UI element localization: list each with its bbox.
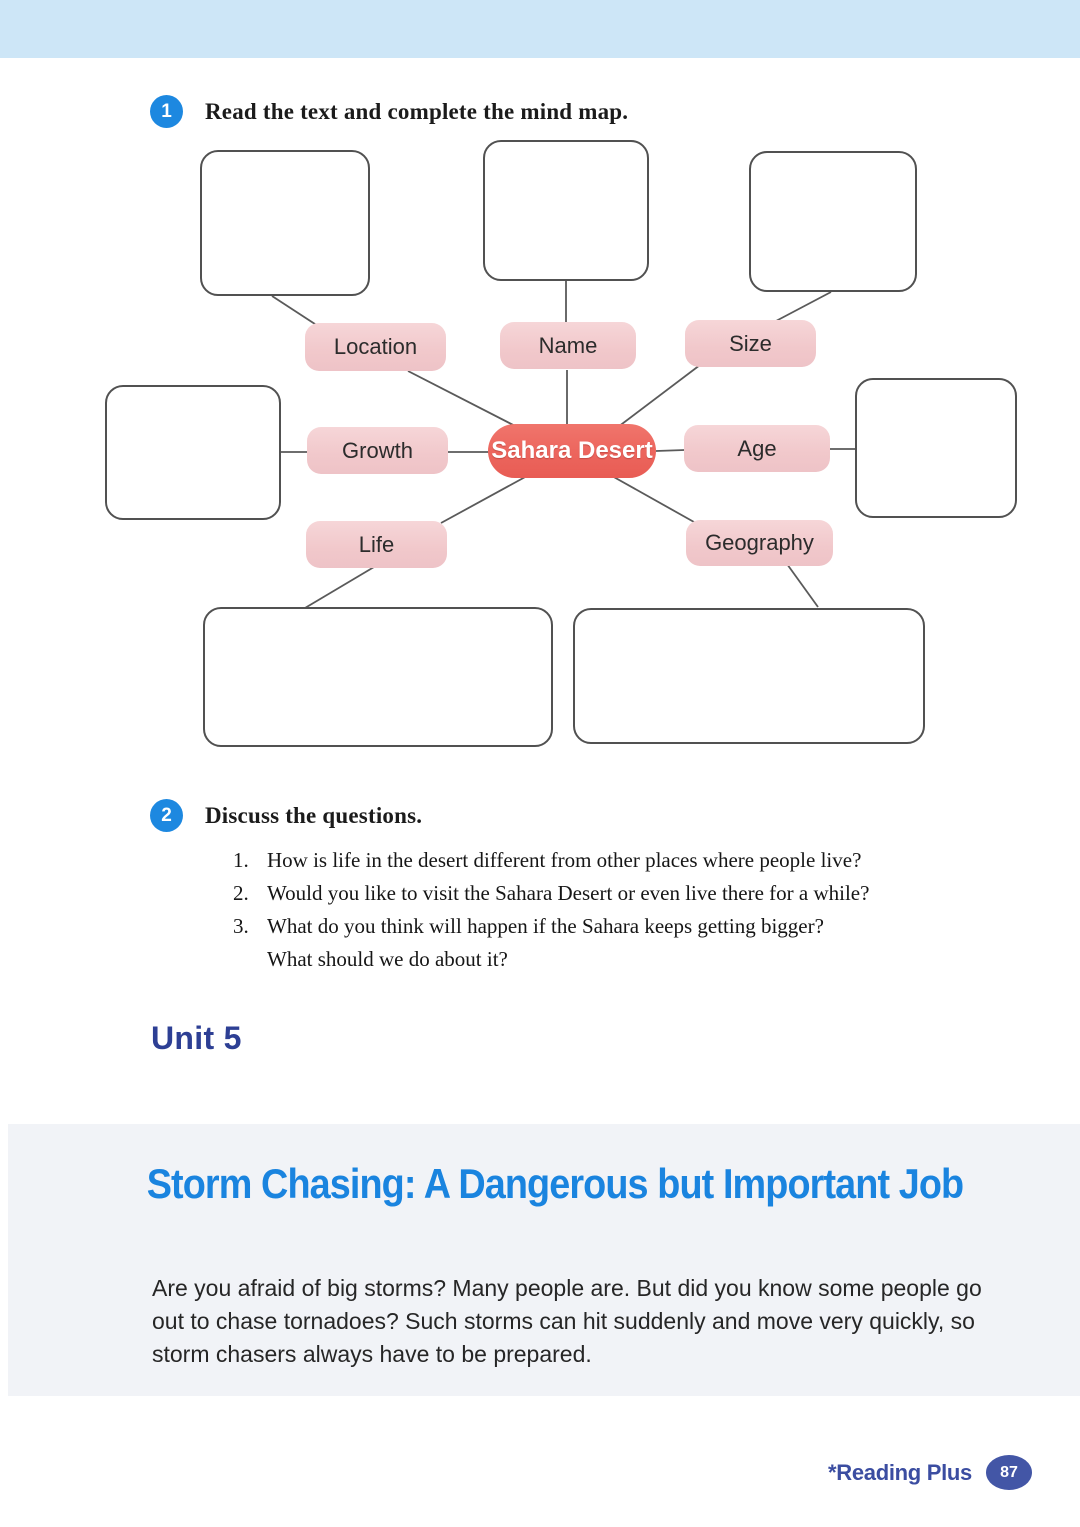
page-number-badge: 87 (986, 1455, 1032, 1490)
question-2-number: 2. (233, 881, 249, 905)
mindmap-label-age: Age (684, 425, 830, 472)
mindmap-center-node: Sahara Desert (488, 424, 656, 478)
mindmap-empty-box-age (855, 378, 1017, 518)
question-1 (233, 848, 861, 873)
question-3-text: What do you think will happen if the Sahara keeps getting bigger? (267, 914, 824, 938)
exercise1-title: Read the text and complete the mind map. (205, 99, 629, 124)
mindmap-label-life: Life (306, 521, 447, 568)
question-2-text: Would you like to visit the Sahara Desert or even live there for a while? (267, 881, 870, 905)
mindmap-empty-box-growth (105, 385, 281, 520)
question-1-text: How is life in the desert different from other places where people live? (267, 848, 862, 872)
exercise2-number-badge: 2 (150, 799, 183, 832)
question-3-number: 3. (233, 914, 249, 938)
question-3-text-line2: What should we do about it? (267, 947, 508, 971)
mindmap-empty-box-name (483, 140, 649, 281)
mindmap-empty-box-size (749, 151, 917, 292)
mindmap-empty-box-life (203, 607, 553, 747)
top-banner (0, 0, 1080, 58)
mindmap-label-location: Location (305, 323, 446, 371)
mindmap-empty-box-location (200, 150, 370, 296)
question-2 (233, 881, 869, 906)
question-3 (233, 914, 824, 939)
mindmap-label-geography: Geography (686, 520, 833, 566)
mindmap-label-growth: Growth (307, 427, 448, 474)
mindmap-empty-box-geography (573, 608, 925, 744)
article-paragraph: Are you afraid of big storms? Many people are. But did you know some people go out to chase tornadoes? Such storms can hit suddenly and move very quickly, so storm chasers always have to be prepared. (152, 1275, 982, 1367)
mindmap-label-size: Size (685, 320, 816, 367)
page-footer (828, 1455, 1032, 1490)
article-title: Storm Chasing: A Dangerous but Important Job (146, 1160, 964, 1207)
question-1-number: 1. (233, 848, 249, 872)
exercise1-number-badge: 1 (150, 95, 183, 128)
question-3-continued (267, 947, 508, 972)
mindmap-label-name: Name (500, 322, 636, 369)
footer-brand: *Reading Plus (827, 1459, 972, 1485)
unit-heading: Unit 5 (151, 1020, 242, 1056)
exercise2-title: Discuss the questions. (205, 803, 423, 828)
